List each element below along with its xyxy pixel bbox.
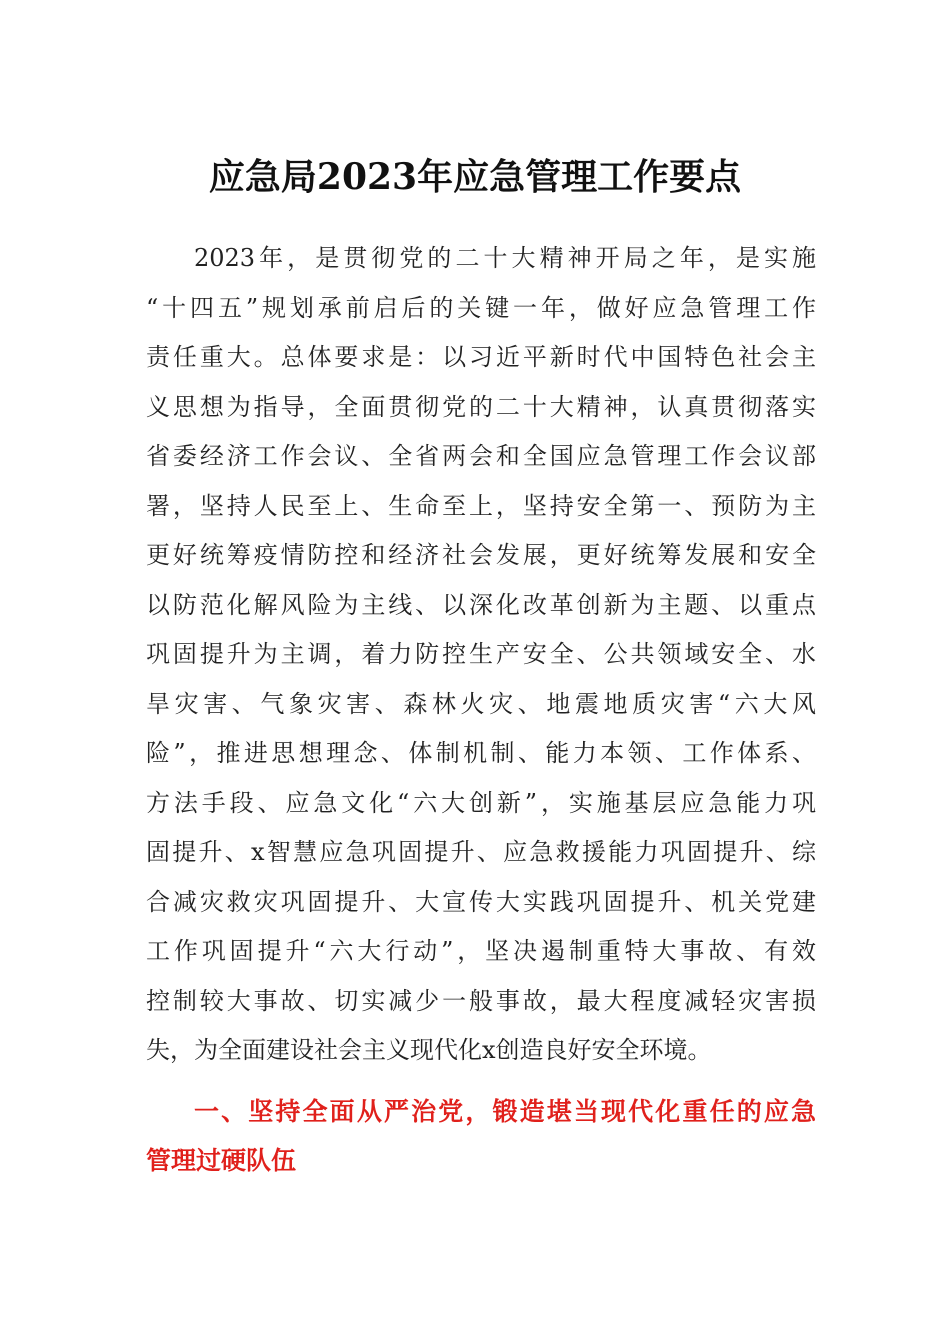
heading-line: 一、坚持全面从严治党，锻造堪当现代化重任的应急 bbox=[194, 1097, 816, 1126]
paragraph-line: 2023年，是贯彻党的二十大精神开局之年，是实施 bbox=[194, 244, 816, 272]
paragraph-line: 省委经济工作会议、全省两会和全国应急管理工作会议部 bbox=[146, 442, 816, 470]
paragraph-line: 方法手段、应急文化“六大创新”，实施基层应急能力巩 bbox=[146, 788, 816, 817]
paragraph-line: 旱灾害、气象灾害、森林火灾、地震地质灾害“六大风 bbox=[146, 689, 816, 718]
heading-line: 管理过硬队伍 bbox=[146, 1146, 297, 1175]
paragraph-line: “十四五”规划承前启后的关键一年，做好应急管理工作 bbox=[146, 293, 816, 322]
paragraph-line: 险”，推进思想理念、体制机制、能力本领、工作体系、 bbox=[146, 739, 816, 767]
paragraph-line: 署，坚持人民至上、生命至上，坚持安全第一、预防为主 bbox=[146, 491, 816, 520]
intro-paragraph bbox=[146, 234, 816, 1076]
paragraph-line: 控制较大事故、切实减少一般事故，最大程度减轻灾害损 bbox=[146, 986, 816, 1015]
paragraph-line: 固提升、x智慧应急巩固提升、应急救援能力巩固提升、综 bbox=[146, 838, 816, 866]
document-title: 应急局2023年应急管理工作要点 bbox=[208, 156, 742, 198]
paragraph-line: 义思想为指导，全面贯彻党的二十大精神，认真贯彻落实 bbox=[146, 392, 816, 421]
paragraph-line: 合减灾救灾巩固提升、大宣传大实践巩固提升、机关党建 bbox=[146, 887, 816, 916]
paragraph-line: 巩固提升为主调，着力防控生产安全、公共领域安全、水 bbox=[146, 640, 816, 668]
paragraph-line: 工作巩固提升“六大行动”，坚决遏制重特大事故、有效 bbox=[146, 937, 816, 965]
paragraph-line: 以防范化解风险为主线、以深化改革创新为主题、以重点 bbox=[146, 590, 816, 619]
paragraph-line: 更好统筹疫情防控和经济社会发展，更好统筹发展和安全 bbox=[146, 541, 816, 569]
paragraph-line: 责任重大。总体要求是：以习近平新时代中国特色社会主 bbox=[146, 343, 816, 371]
paragraph-line: 失，为全面建设社会主义现代化x创造良好安全环境。 bbox=[146, 1036, 712, 1064]
section-heading bbox=[146, 1087, 816, 1185]
